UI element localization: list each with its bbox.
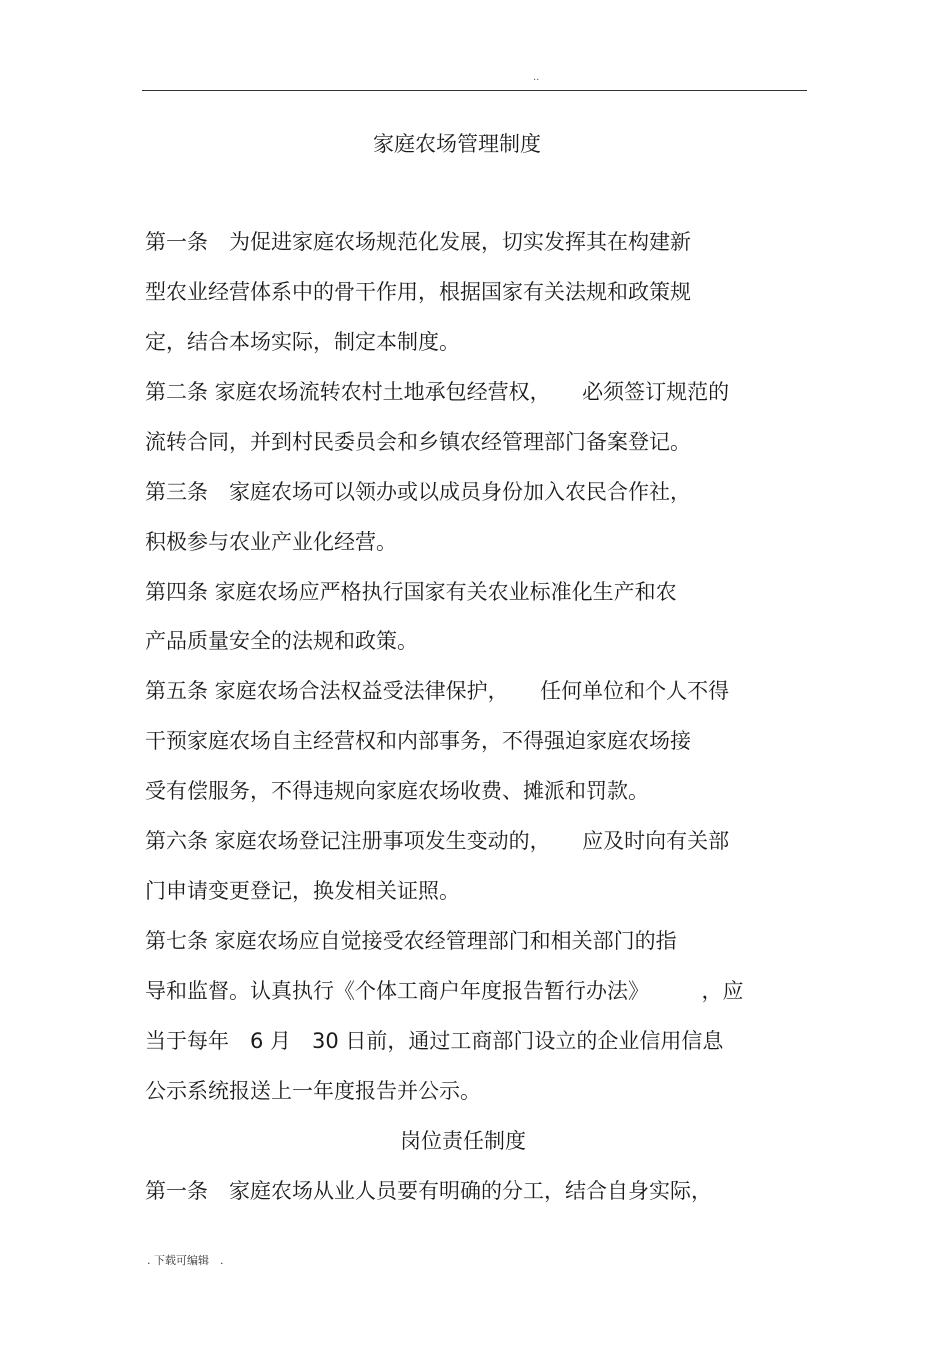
body-line: 型农业经营体系中的骨干作用，根据国家有关法规和政策规	[145, 280, 691, 304]
body-line: 第二条 家庭农场流转农村土地承包经营权， 必须签订规范的	[145, 380, 730, 404]
body-line: 第七条 家庭农场应自觉接受农经管理部门和相关部门的指	[145, 929, 677, 953]
header-mark: ..	[533, 72, 540, 83]
body-line: 第四条 家庭农场应严格执行国家有关农业标准化生产和农	[145, 580, 677, 604]
footer-note: . 下载可编辑 .	[147, 1254, 224, 1267]
body-line: 第三条 家庭农场可以领办或以成员身份加入农民合作社，	[145, 480, 691, 504]
body-line: 第一条 为促进家庭农场规范化发展，切实发挥其在构建新	[145, 230, 691, 254]
header-rule	[142, 90, 807, 91]
body-line: 积极参与农业产业化经营。	[145, 530, 397, 554]
body-line: 定，结合本场实际，制定本制度。	[145, 330, 460, 354]
body-line: 受有偿服务，不得违规向家庭农场收费、摊派和罚款。	[145, 779, 649, 803]
body-line: 导和监督。认真执行《个体工商户年度报告暂行办法》 ，应	[145, 979, 744, 1003]
body-line: 干预家庭农场自主经营权和内部事务，不得强迫家庭农场接	[145, 729, 691, 753]
document-title: 家庭农场管理制度	[373, 132, 541, 156]
body-line: 门申请变更登记，换发相关证照。	[145, 879, 460, 903]
body-line: 当于每年 6 月 30 日前，通过工商部门设立的企业信用信息	[145, 1029, 724, 1053]
body-line: 第五条 家庭农场合法权益受法律保护， 任何单位和个人不得	[145, 679, 730, 703]
body-line: 第一条 家庭农场从业人员要有明确的分工，结合自身实际，	[145, 1179, 712, 1203]
body-line: 产品质量安全的法规和政策。	[145, 629, 418, 653]
body-line: 流转合同，并到村民委员会和乡镇农经管理部门备案登记。	[145, 430, 691, 454]
body-line: 公示系统报送上一年度报告并公示。	[145, 1079, 481, 1103]
body-line: 第六条 家庭农场登记注册事项发生变动的， 应及时向有关部	[145, 829, 730, 853]
section-title: 岗位责任制度	[400, 1129, 526, 1153]
